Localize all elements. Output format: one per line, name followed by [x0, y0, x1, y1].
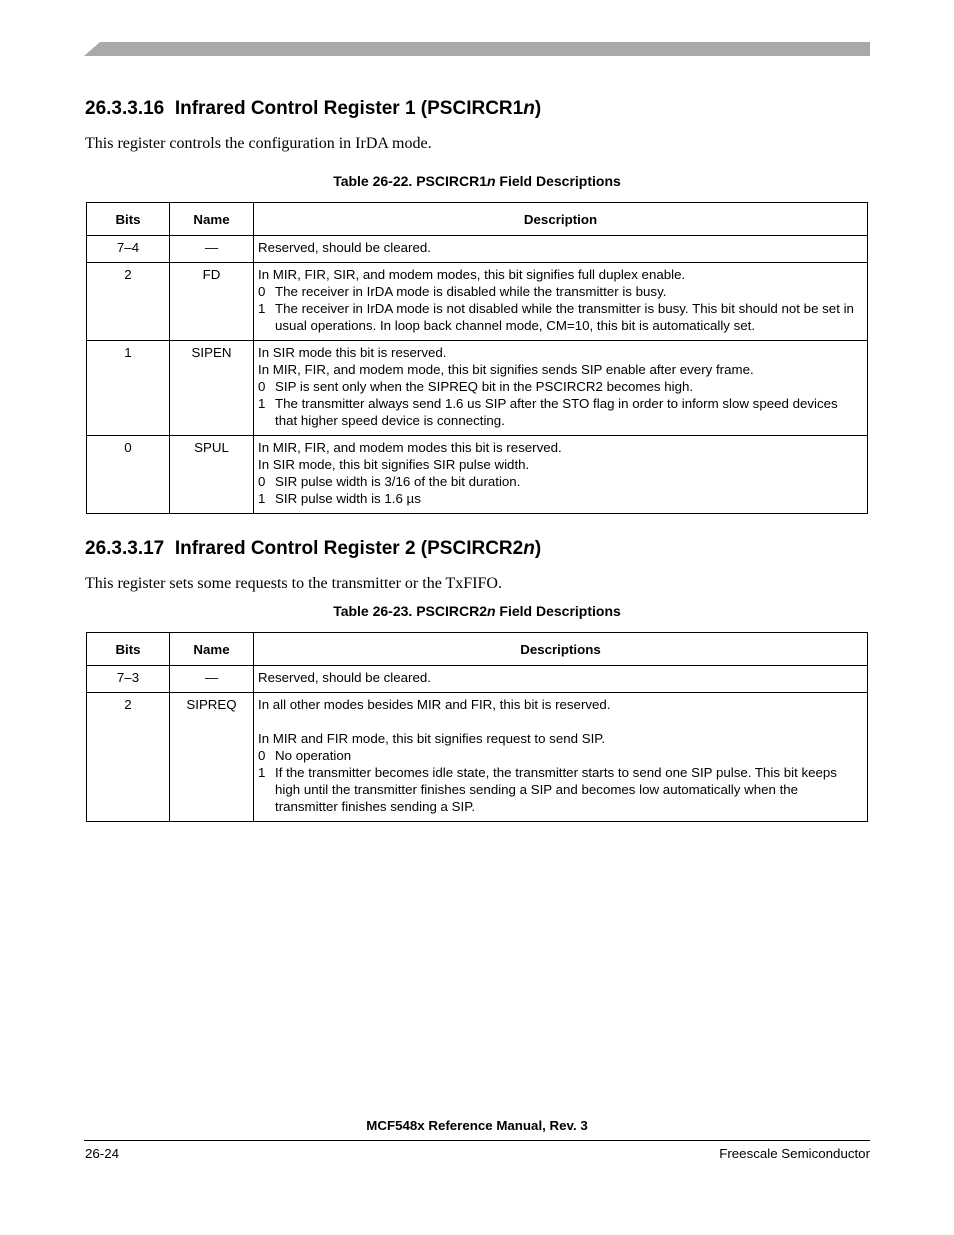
description-line: In MIR, FIR, and modem modes this bit is reserved. — [258, 440, 562, 455]
name-cell: FD — [170, 263, 254, 341]
description-cell — [254, 693, 868, 822]
value-number: 1 — [258, 301, 266, 316]
description-line: In MIR and FIR mode, this bit signifies request to send SIP. — [258, 731, 606, 746]
caption-prefix: Table 26-22. PSCIRCR1 — [333, 173, 487, 189]
value-item — [258, 395, 863, 429]
value-number: 1 — [258, 765, 266, 780]
section-title-end: ) — [534, 538, 542, 559]
value-text: No operation — [275, 748, 352, 763]
caption-suffix: Field Descriptions — [495, 603, 621, 619]
table-header-row — [87, 633, 868, 666]
table-header-row — [87, 203, 868, 236]
value-item — [258, 473, 863, 490]
line-gap — [258, 713, 863, 730]
section-heading-pscircr1 — [85, 98, 541, 120]
section-number: 26.3.3.16 — [85, 98, 165, 119]
value-number: 0 — [258, 748, 266, 763]
section-title: Infrared Control Register 2 (PSCIRCR2 — [174, 538, 524, 559]
description-line: In SIR mode, this bit signifies SIR pulse width. — [258, 457, 530, 472]
description-header: Description — [254, 203, 868, 236]
header-bar — [84, 42, 870, 56]
section-title-end: ) — [534, 98, 542, 119]
name-cell: — — [170, 236, 254, 263]
table-row — [87, 436, 868, 514]
description-cell — [254, 666, 868, 693]
value-number: 1 — [258, 396, 266, 411]
value-number: 0 — [258, 284, 266, 299]
name-header: Name — [170, 203, 254, 236]
value-number: 1 — [258, 491, 266, 506]
caption-prefix: Table 26-23. PSCIRCR2 — [333, 603, 487, 619]
value-text: SIR pulse width is 1.6 µs — [275, 491, 421, 506]
bits-header: Bits — [87, 203, 170, 236]
description-line: In all other modes besides MIR and FIR, this bit is reserved. — [258, 697, 611, 712]
value-item — [258, 490, 863, 507]
description-cell — [254, 236, 868, 263]
table-caption — [86, 603, 868, 619]
bits-cell: 0 — [87, 436, 170, 514]
caption-italic: n — [486, 603, 496, 619]
value-number: 0 — [258, 474, 266, 489]
intro-paragraph: This register sets some requests to the transmitter or the TxFIFO. — [85, 575, 502, 592]
bits-cell: 7–4 — [87, 236, 170, 263]
description-cell — [254, 263, 868, 341]
value-item — [258, 283, 863, 300]
table-row — [87, 666, 868, 693]
value-item — [258, 764, 863, 815]
description-cell — [254, 436, 868, 514]
section-title-italic: n — [523, 538, 535, 559]
section-number: 26.3.3.17 — [85, 538, 165, 559]
field-descriptions-table — [86, 632, 868, 822]
description-line: In SIR mode this bit is reserved. — [258, 345, 447, 360]
caption-suffix: Field Descriptions — [495, 173, 621, 189]
description-line: In MIR, FIR, and modem mode, this bit signifies sends SIP enable after every frame. — [258, 362, 754, 377]
section-heading-pscircr2 — [85, 538, 541, 560]
name-cell: SIPEN — [170, 341, 254, 436]
table-row — [87, 341, 868, 436]
value-item — [258, 378, 863, 395]
field-descriptions-table — [86, 202, 868, 514]
description-line: Reserved, should be cleared. — [258, 670, 431, 685]
section-title: Infrared Control Register 1 (PSCIRCR1 — [174, 98, 524, 119]
description-header: Descriptions — [254, 633, 868, 666]
bits-cell: 2 — [87, 263, 170, 341]
page-number: 26-24 — [85, 1146, 120, 1161]
table-row — [87, 263, 868, 341]
caption-italic: n — [486, 173, 496, 189]
bits-header: Bits — [87, 633, 170, 666]
value-text: SIR pulse width is 3/16 of the bit duration. — [275, 474, 521, 489]
name-cell: SIPREQ — [170, 693, 254, 822]
intro-paragraph: This register controls the configuration in IrDA mode. — [85, 135, 432, 152]
description-line: In MIR, FIR, SIR, and modem modes, this bit signifies full duplex enable. — [258, 267, 686, 282]
value-text: The receiver in IrDA mode is not disabled while the transmitter is busy. This bit should not be set in usual operations. In loop back channel mode, CM=10, this bit is automatically set. — [275, 301, 854, 333]
footer-rule — [84, 1140, 870, 1141]
value-text: SIP is sent only when the SIPREQ bit in the PSCIRCR2 becomes high. — [275, 379, 694, 394]
section-title-italic: n — [523, 98, 535, 119]
name-header: Name — [170, 633, 254, 666]
name-cell: — — [170, 666, 254, 693]
value-item — [258, 747, 863, 764]
table-row — [87, 236, 868, 263]
value-number: 0 — [258, 379, 266, 394]
description-cell — [254, 341, 868, 436]
value-item — [258, 300, 863, 334]
name-cell: SPUL — [170, 436, 254, 514]
bits-cell: 2 — [87, 693, 170, 822]
table-caption — [86, 173, 868, 189]
company-name: Freescale Semiconductor — [719, 1146, 870, 1161]
value-text: The receiver in IrDA mode is disabled while the transmitter is busy. — [275, 284, 667, 299]
bits-cell: 7–3 — [87, 666, 170, 693]
table-row — [87, 693, 868, 822]
value-text: The transmitter always send 1.6 us SIP after the STO flag in order to inform slow speed devices that higher speed device is connecting. — [275, 396, 838, 428]
bits-cell: 1 — [87, 341, 170, 436]
value-text: If the transmitter becomes idle state, the transmitter starts to send one SIP pulse. This bit keeps high until the transmitter finishes sending a SIP and becomes low automatically when the transmitter finishes sending a SIP. — [275, 765, 837, 814]
manual-title: MCF548x Reference Manual, Rev. 3 — [366, 1118, 588, 1133]
description-line: Reserved, should be cleared. — [258, 240, 431, 255]
